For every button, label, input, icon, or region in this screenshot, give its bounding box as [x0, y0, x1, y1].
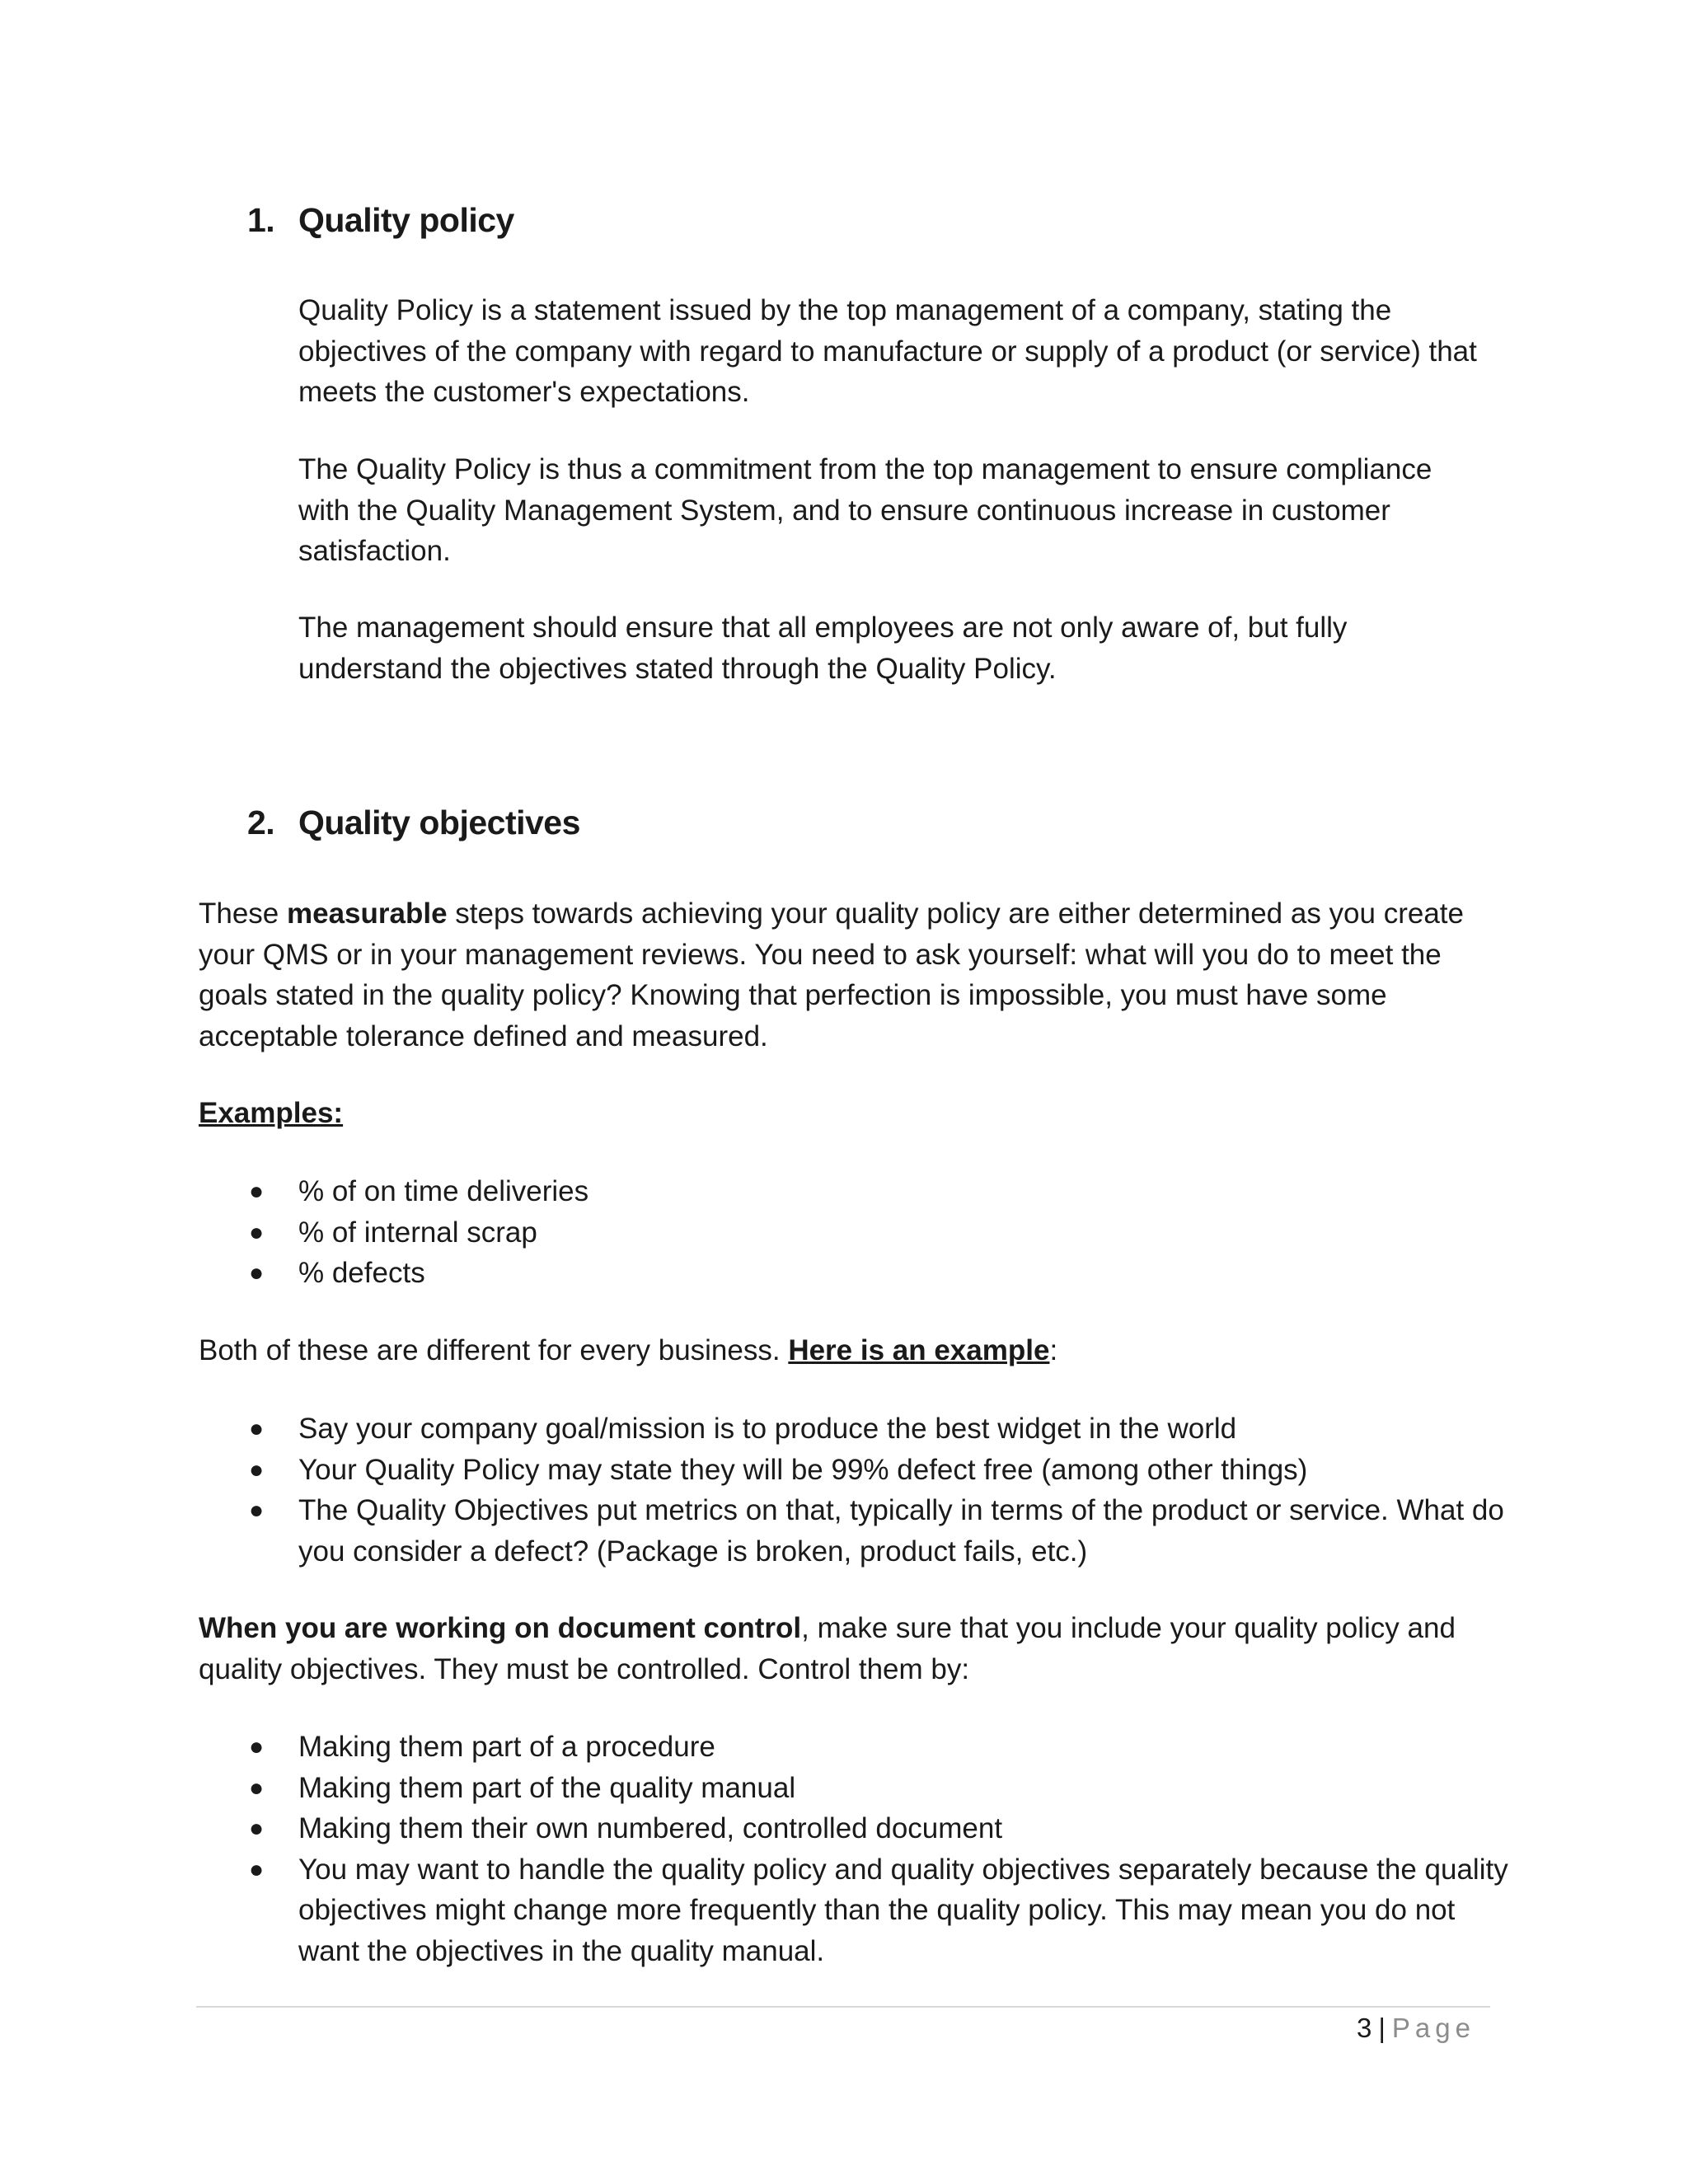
page-footer	[1357, 2008, 1475, 2049]
list-item: ● The Quality Objectives put metrics on that, typically in terms of the product or service. What do you consider a defect? (Package is broken, product fails, etc.)	[247, 1490, 1508, 1572]
paragraph: Quality Policy is a statement issued by the top management of a company, stating the objectives of the company with regard to manufacture or supply of a product (or service) that meets the customer's expectations.	[298, 294, 1477, 408]
paragraph: The management should ensure that all employees are not only aware of, but fully understand the objectives stated through the Quality Policy.	[298, 612, 1348, 685]
examples-label: Examples:	[199, 1097, 344, 1129]
text-run: These	[199, 898, 287, 930]
text-run: , make sure that you include your quality policy and quality objectives. They must be controlled. Control them by:	[199, 1612, 1456, 1685]
bullet-icon: ●	[249, 1855, 265, 1883]
bullet-icon: ●	[249, 1815, 265, 1842]
document-control-paragraph	[199, 1608, 1509, 1690]
text-run: :	[1049, 1334, 1058, 1366]
section-heading-quality-policy	[247, 201, 514, 240]
list-item: ● You may want to handle the quality policy and quality objectives separately because the quality objectives might change more frequently than the quality policy. This may mean you do not want the objectives in the quality manual.	[247, 1849, 1508, 1972]
list-item: ● Making them their own numbered, controlled document	[247, 1808, 1508, 1849]
bullet-icon: ●	[249, 1497, 265, 1524]
text-run: steps towards achieving your quality policy are either determined as you create your QMS or in your management reviews. You need to ask yourself: what will you do to meet the goals stated in the quality policy? Knowing that perfection is impossible, you must have some acceptable tolerance defined and measured.	[199, 898, 1464, 1052]
footer-separator: |	[1378, 2013, 1386, 2043]
list-item: ● Your Quality Policy may state they will be 99% defect free (among other things)	[247, 1450, 1508, 1491]
bullet-icon: ●	[249, 1178, 265, 1205]
example-link[interactable]: Here is an example	[788, 1334, 1050, 1366]
text-run: Both of these are different for every business.	[199, 1334, 789, 1366]
bullet-icon: ●	[249, 1259, 265, 1286]
bullet-icon: ●	[249, 1774, 265, 1802]
footer-divider	[196, 2006, 1490, 2008]
section-number: 2.	[247, 804, 275, 841]
paragraph: The Quality Policy is thus a commitment from the top management to ensure compliance with the Quality Management System, and to ensure continuous increase in customer satisfaction.	[298, 453, 1432, 567]
bullet-icon: ●	[249, 1415, 265, 1442]
example-items-list	[247, 1408, 1508, 1572]
control-items-list	[247, 1727, 1508, 1971]
section-title: Quality objectives	[298, 804, 580, 841]
page-label: Page	[1391, 2013, 1475, 2043]
bullet-icon: ●	[249, 1455, 265, 1483]
bullet-icon: ●	[249, 1218, 265, 1246]
list-item: ● % defects	[247, 1253, 1508, 1294]
intro-paragraph	[199, 893, 1509, 1057]
examples-list	[247, 1171, 1508, 1294]
list-item: ● Making them part of the quality manual	[247, 1768, 1508, 1809]
list-item: ● Say your company goal/mission is to produce the best widget in the world	[247, 1408, 1508, 1450]
page-number: 3	[1356, 2013, 1372, 2043]
section-number: 1.	[247, 201, 275, 239]
bold-term: measurable	[287, 898, 448, 930]
bullet-icon: ●	[249, 1733, 265, 1760]
list-item: ● Making them part of a procedure	[247, 1727, 1508, 1768]
section-title: Quality policy	[298, 201, 514, 239]
list-item: ● % of internal scrap	[247, 1212, 1508, 1254]
section-heading-quality-objectives	[247, 804, 580, 842]
both-paragraph	[199, 1330, 1509, 1371]
list-item: ● % of on time deliveries	[247, 1171, 1508, 1212]
bold-term: When you are working on document control	[199, 1612, 802, 1644]
